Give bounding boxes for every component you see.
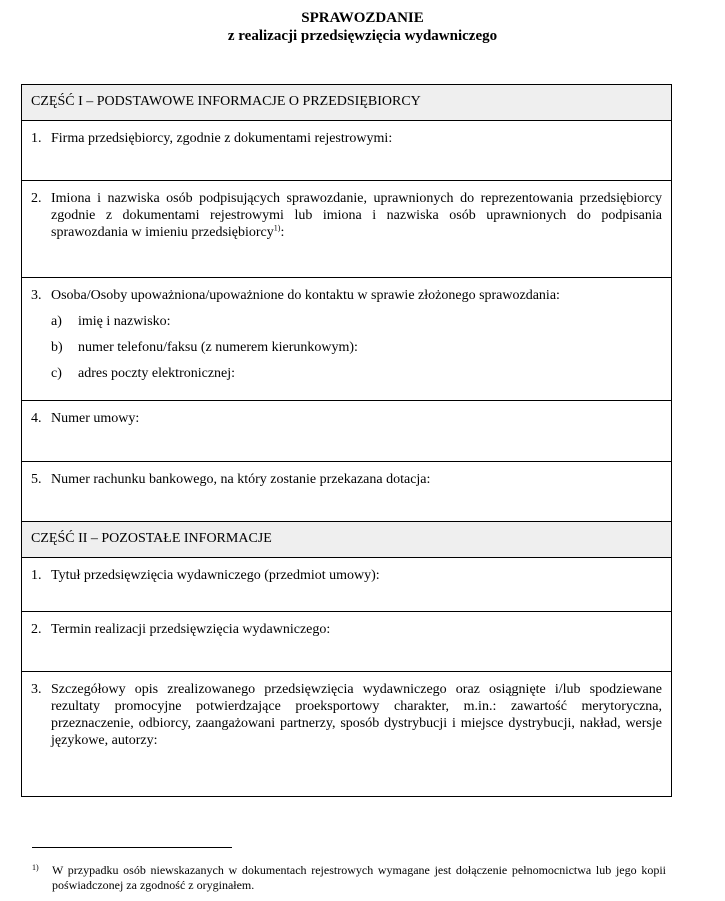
part2-header: [22, 522, 671, 558]
part2-item-3[interactable]: [22, 672, 671, 796]
item-number: 2.: [31, 191, 42, 206]
item-label: Numer umowy:: [51, 411, 140, 426]
subitem-letter: c): [51, 366, 62, 381]
item-number: 4.: [31, 411, 42, 426]
subitem-label: adres poczty elektronicznej:: [78, 366, 236, 381]
item-number: 5.: [31, 472, 42, 487]
item-number: 1.: [31, 568, 42, 583]
item-label: Numer rachunku bankowego, na który zostanie przekazana dotacja:: [51, 472, 431, 487]
part1-item-1[interactable]: [22, 121, 671, 181]
item-number: 2.: [31, 622, 42, 637]
item-number: 3.: [31, 288, 42, 303]
subitem-name[interactable]: [51, 313, 662, 330]
part1-item-3[interactable]: [22, 278, 671, 401]
report-form-table: [21, 84, 672, 797]
part1-item-2[interactable]: [22, 181, 671, 278]
footnote-separator: [32, 847, 232, 848]
subitem-label: imię i nazwisko:: [78, 314, 171, 329]
item-number: 1.: [31, 131, 42, 146]
footnote-mark: 1): [32, 863, 39, 872]
subitem-phone[interactable]: [51, 339, 662, 356]
item-label: Termin realizacji przedsięwzięcia wydawniczego:: [51, 622, 331, 637]
item-label: Szczegółowy opis zrealizowanego przedsięwzięcia wydawniczego oraz osiągnięte i/lub spodziewane rezultaty promocyjne potwierdzające proeksportowy charakter, m.in.: zawartość merytoryczna, przeznaczenie, odbiorcy, zaangażowani partnerzy, sposób dystrybucji i miejsce dystrybucji, nakład, wersje językowe, autorzy:: [51, 682, 662, 748]
footnote: [32, 863, 666, 893]
subitem-letter: b): [51, 340, 63, 355]
item-number: 3.: [31, 682, 42, 697]
part1-header-label: CZĘŚĆ I – PODSTAWOWE INFORMACJE O PRZEDSIĘBIORCY: [31, 94, 421, 109]
footnote-text: W przypadku osób niewskazanych w dokumentach rejestrowych wymagane jest dołączenie pełnomocnictwa lub jego kopii poświadczonej za zgodność z oryginałem.: [52, 863, 666, 892]
item-label: Tytuł przedsięwzięcia wydawniczego (przedmiot umowy):: [51, 568, 380, 583]
title-line-2: z realizacji przedsięwzięcia wydawniczego: [227, 28, 498, 44]
part1-header: [22, 85, 671, 121]
page-title: [0, 9, 725, 45]
part2-item-2[interactable]: [22, 612, 671, 672]
title-line-1: SPRAWOZDANIE: [301, 10, 424, 26]
item-label: Imiona i nazwiska osób podpisujących sprawozdanie, uprawnionych do reprezentowania przedsiębiorcy zgodnie z dokumentami rejestrowymi lub imiona i nazwiska osób uprawnionych do podpisania sprawozdania w imieniu przedsiębiorcy$^{1)}$:: [51, 191, 662, 240]
part1-item-5[interactable]: [22, 462, 671, 522]
part1-item-4[interactable]: [22, 401, 671, 462]
item-label: Firma przedsiębiorcy, zgodnie z dokumentami rejestrowymi:: [51, 131, 393, 146]
part2-header-label: CZĘŚĆ II – POZOSTAŁE INFORMACJE: [31, 531, 272, 546]
footnote-ref[interactable]: 1): [273, 223, 281, 233]
part2-item-1[interactable]: [22, 558, 671, 612]
subitem-letter: a): [51, 314, 62, 329]
subitem-label: numer telefonu/faksu (z numerem kierunkowym):: [78, 340, 358, 355]
subitem-email[interactable]: [51, 365, 662, 382]
item-label: Osoba/Osoby upoważniona/upoważnione do kontaktu w sprawie złożonego sprawozdania:: [51, 288, 560, 303]
